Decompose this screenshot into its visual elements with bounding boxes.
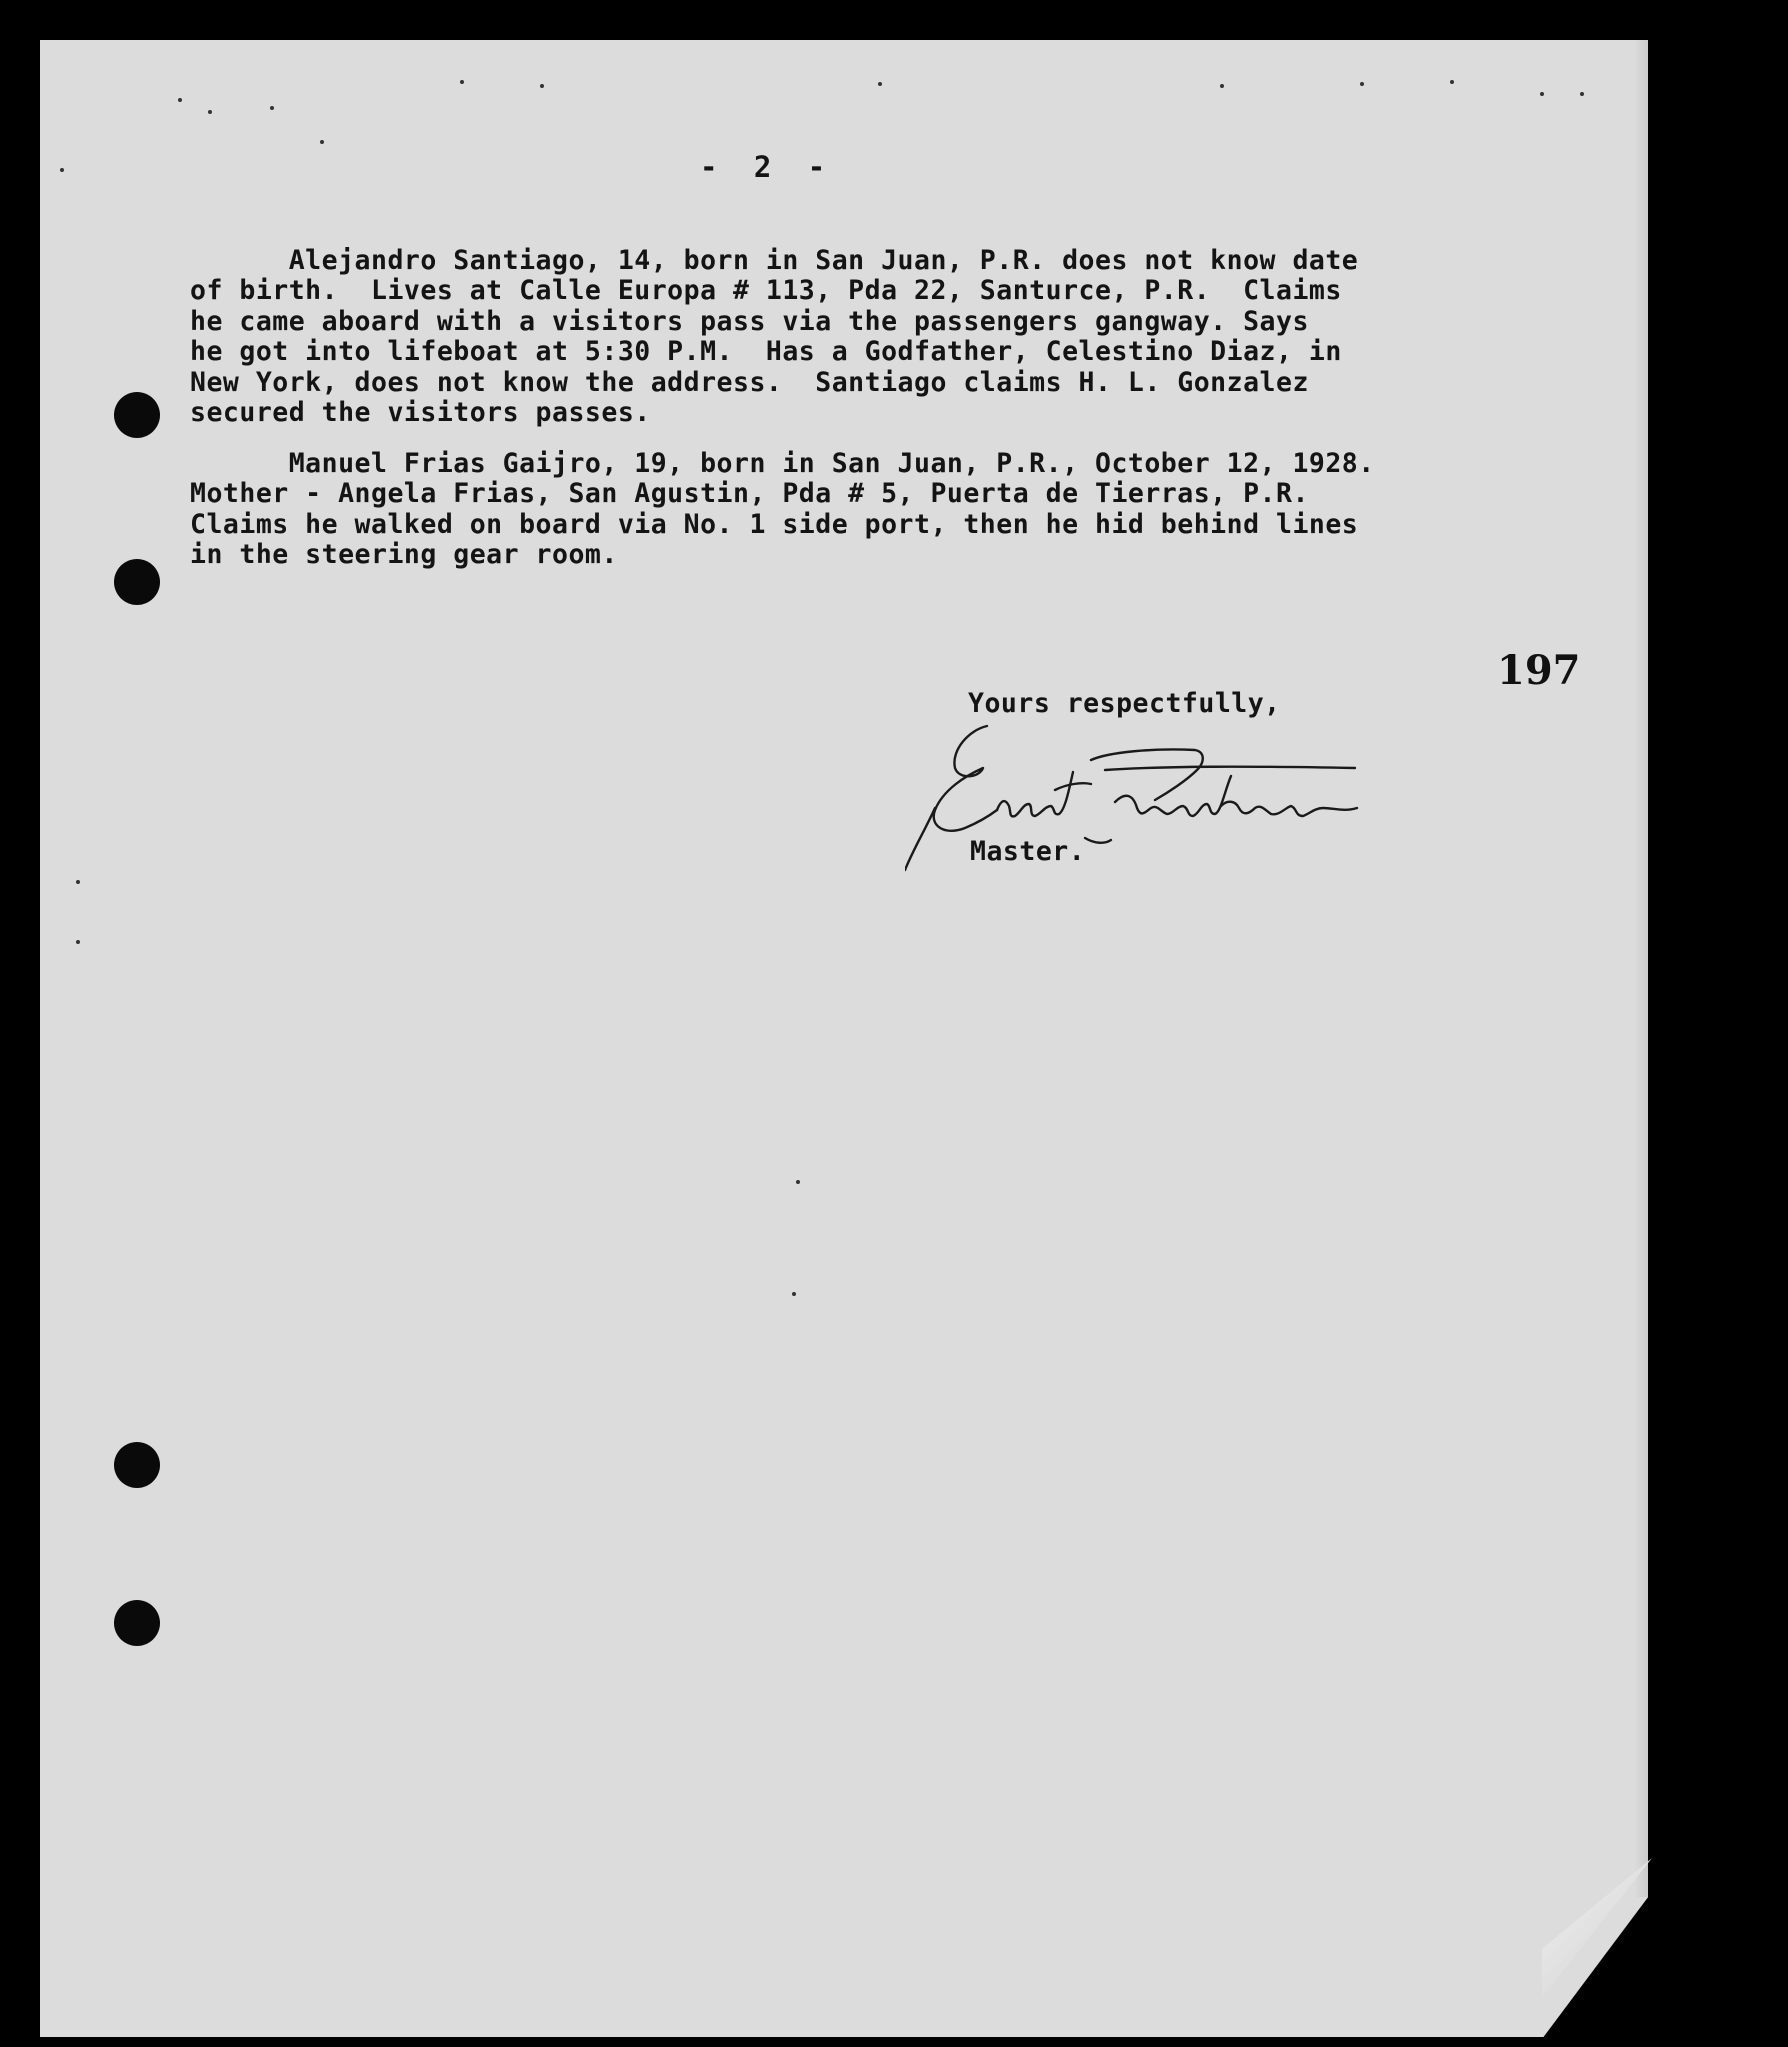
punch-hole xyxy=(114,559,160,605)
punch-hole xyxy=(114,1442,160,1488)
scan-speck xyxy=(878,82,882,86)
scan-speck xyxy=(76,880,80,884)
punch-hole xyxy=(114,1600,160,1646)
scan-speck xyxy=(270,106,274,110)
scan-speck xyxy=(1360,82,1364,86)
scan-speck xyxy=(540,84,544,88)
page-number: - 2 - xyxy=(700,150,826,184)
scan-speck xyxy=(1540,92,1544,96)
scan-speck xyxy=(76,940,80,944)
folio-number: 197 xyxy=(1497,647,1581,694)
scan-speck xyxy=(1220,84,1224,88)
scan-speck xyxy=(320,140,324,144)
closing-line: Yours respectfully, xyxy=(968,688,1281,719)
scan-speck xyxy=(1580,92,1584,96)
scan-speck xyxy=(178,98,182,102)
paragraph-santiago: Alejandro Santiago, 14, born in San Juan, P.R. does not know date of birth. Lives at Calle Europa # 113, Pda 22, Santurce, P.R. Claims he came aboard with a visitors pass via the passengers gangway. Says he got into lifeboat at 5:30 P.M. Has a Godfather, Celestino Diaz, in New York, does not know the address. Santiago claims H. L. Gonzalez secured the visitors passes. xyxy=(190,245,1359,429)
punch-hole xyxy=(114,392,160,438)
scan-speck xyxy=(60,168,64,172)
paragraph-frias: Manuel Frias Gaijro, 19, born in San Juan, P.R., October 12, 1928. Mother - Angela Frias, San Agustin, Pda # 5, Puerta de Tierras, P.R. Claims he walked on board via No. 1 side port, then he hid behind lines in the steering gear room. xyxy=(190,448,1375,571)
scan-speck xyxy=(792,1292,796,1296)
scan-speck xyxy=(460,80,464,84)
page-edge-shadow xyxy=(1634,40,1648,1897)
scan-speck xyxy=(1450,80,1454,84)
scan-speck xyxy=(796,1180,800,1184)
signer-title: Master. xyxy=(970,836,1086,867)
scan-speck xyxy=(208,110,212,114)
